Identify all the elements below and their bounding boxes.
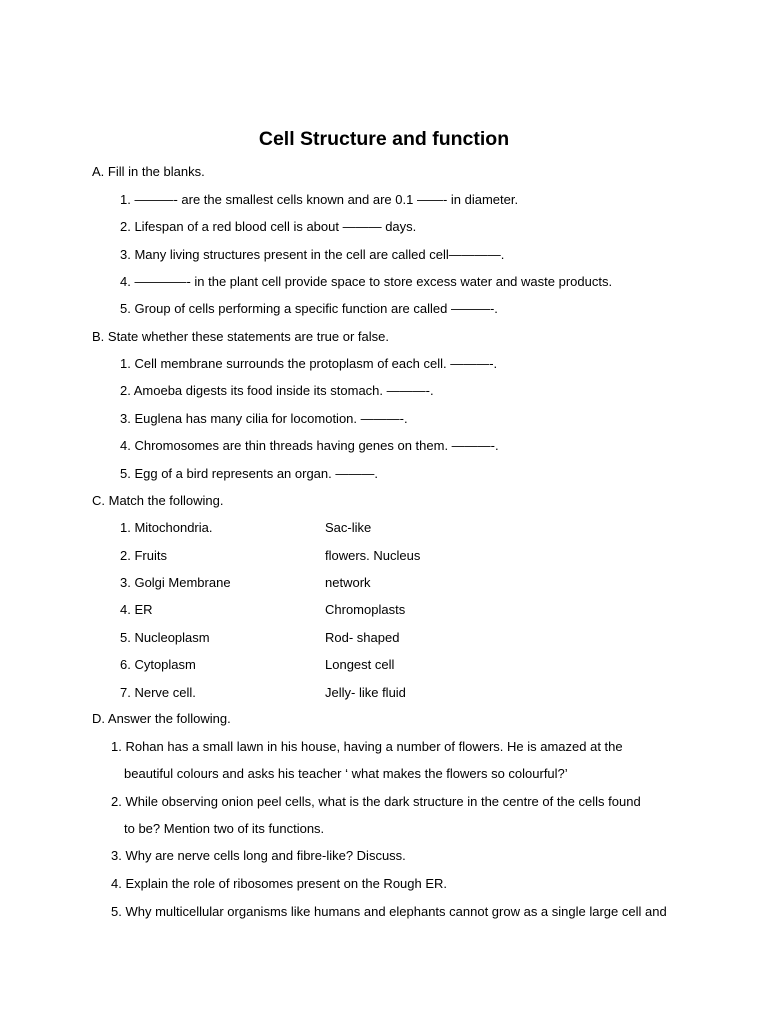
match-right-item: flowers. Nucleus <box>325 548 421 563</box>
match-left-item: 7. Nerve cell. <box>120 685 196 700</box>
section-d-heading: D. Answer the following. <box>92 711 231 726</box>
section-c-heading: C. Match the following. <box>92 493 224 508</box>
section-b-item: 4. Chromosomes are thin threads having genes on them. ———-. <box>120 438 499 453</box>
match-left-item: 6. Cytoplasm <box>120 657 196 672</box>
match-right-item: Chromoplasts <box>325 602 406 617</box>
question-line-continued: beautiful colours and asks his teacher ‘ what makes the flowers so colourful?’ <box>124 766 568 781</box>
section-a-item: 4. ————- in the plant cell provide space to store excess water and waste products. <box>120 274 613 289</box>
section-a-item: 5. Group of cells performing a specific function are called ———-. <box>120 301 498 316</box>
match-right-item: Longest cell <box>325 657 395 672</box>
match-left-item: 1. Mitochondria. <box>120 520 213 535</box>
match-right-item: Rod- shaped <box>325 630 400 645</box>
section-b-heading: B. State whether these statements are true or false. <box>92 329 389 344</box>
section-a-item: 2. Lifespan of a red blood cell is about ——— days. <box>120 219 417 234</box>
page-title: Cell Structure and function <box>258 128 510 150</box>
section-b-item: 3. Euglena has many cilia for locomotion. ———-. <box>120 411 408 426</box>
question-line: 4. Explain the role of ribosomes present on the Rough ER. <box>111 876 448 891</box>
section-b-item: 2. Amoeba digests its food inside its stomach. ———-. <box>120 383 434 398</box>
section-a-heading: A. Fill in the blanks. <box>92 164 205 179</box>
section-a-item: 1. ———- are the smallest cells known and are 0.1 ——- in diameter. <box>120 192 519 207</box>
question-line-continued: to be? Mention two of its functions. <box>124 821 325 836</box>
question-line: 1. Rohan has a small lawn in his house, having a number of flowers. He is amazed at the <box>111 739 623 754</box>
match-left-item: 2. Fruits <box>120 548 167 563</box>
match-left-item: 5. Nucleoplasm <box>120 630 210 645</box>
match-right-item: Jelly- like fluid <box>325 685 406 700</box>
match-left-item: 4. ER <box>120 602 153 617</box>
section-a-item: 3. Many living structures present in the cell are called cell————. <box>120 247 505 262</box>
question-line: 3. Why are nerve cells long and fibre-like? Discuss. <box>111 848 406 863</box>
match-left-item: 3. Golgi Membrane <box>120 575 231 590</box>
match-right-item: network <box>325 575 371 590</box>
question-line: 5. Why multicellular organisms like humans and elephants cannot grow as a single large cell and <box>111 904 667 919</box>
section-b-item: 1. Cell membrane surrounds the protoplasm of each cell. ———-. <box>120 356 498 371</box>
question-line: 2. While observing onion peel cells, what is the dark structure in the centre of the cells found <box>111 794 641 809</box>
section-b-item: 5. Egg of a bird represents an organ. ———. <box>120 466 378 481</box>
match-right-item: Sac-like <box>325 520 372 535</box>
